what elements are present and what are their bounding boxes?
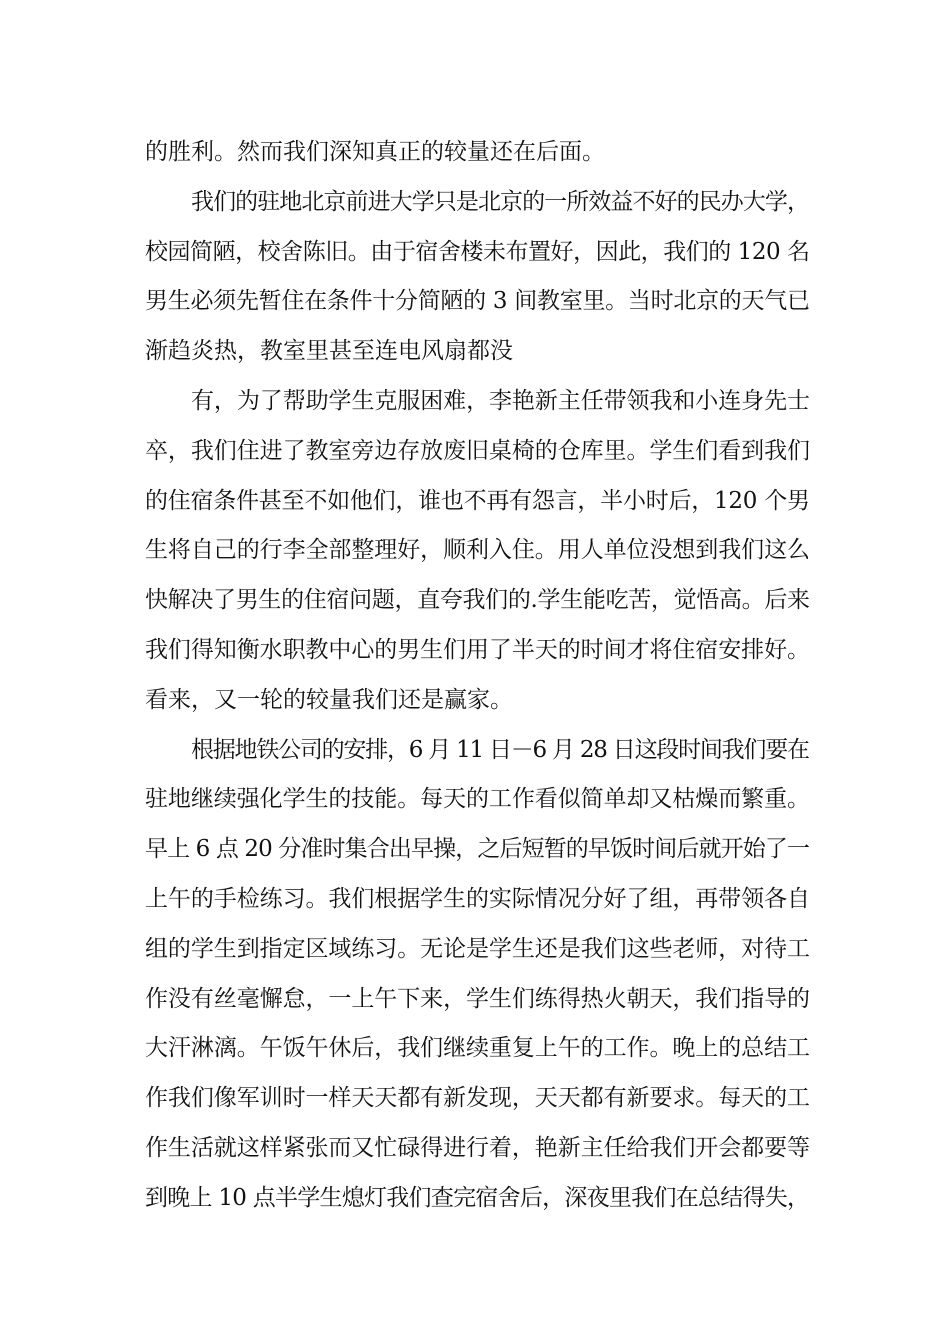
- line-text: 的胜利。然而我们深知真正的较量还在后面。: [145, 139, 605, 165]
- line-text: 快解决了男生的住宿问题，直夸我们的.学生能吃苦，觉悟高。后来: [145, 587, 810, 614]
- line-text: 上午的手检练习。我们根据学生的实际情况分好了组，再带领各自: [145, 885, 810, 912]
- paragraph-line: [145, 178, 810, 228]
- line-text: 作生活就这样紧张而又忙碌得进行着，艳新主任给我们开会都要等: [145, 1134, 810, 1161]
- line-text: 男生必须先暂住在条件十分简陋的 3 间教室里。当时北京的天气已: [145, 288, 810, 315]
- line-text: 到晚上 10 点半学生熄灯我们查完宿舍后，深夜里我们在总结得失，: [145, 1184, 810, 1211]
- paragraph-line: [145, 875, 810, 925]
- line-text: 组的学生到指定区域练习。无论是学生还是我们这些老师，对待工: [145, 935, 810, 962]
- paragraph-line: [145, 128, 810, 178]
- line-text: 生将自己的行李全部整理好，顺利入住。用人单位没想到我们这么: [145, 537, 810, 564]
- paragraph-line: [145, 825, 810, 875]
- paragraph-line: [145, 228, 810, 278]
- paragraph-line: [145, 427, 810, 477]
- line-text: 驻地继续强化学生的技能。每天的工作看似简单却又枯燥而繁重。: [145, 786, 810, 813]
- paragraph-line: [145, 1174, 810, 1224]
- paragraph-line: [145, 726, 810, 776]
- document-body: [145, 128, 810, 1224]
- paragraph-line: [145, 1074, 810, 1124]
- line-text: 渐趋炎热，教室里甚至连电风扇都没: [145, 338, 513, 365]
- line-text: 我们的驻地北京前进大学只是北京的一所效益不好的民办大学，: [191, 188, 810, 215]
- line-text: 作我们像军训时一样天天都有新发现，天天都有新要求。每天的工: [145, 1085, 810, 1112]
- line-text: 看来，又一轮的较量我们还是赢家。: [145, 686, 513, 713]
- line-text: 作没有丝毫懈怠，一上午下来，学生们练得热火朝天，我们指导的: [145, 985, 810, 1012]
- line-text: 大汗淋漓。午饭午休后，我们继续重复上午的工作。晚上的总结工: [145, 1035, 810, 1062]
- paragraph-line: [145, 975, 810, 1025]
- paragraph-line: [145, 477, 810, 527]
- paragraph-line: [145, 925, 810, 975]
- line-text: 我们得知衡水职教中心的男生们用了半天的时间才将住宿安排好。: [145, 636, 810, 663]
- paragraph-line: [145, 676, 810, 726]
- line-text: 早上 6 点 20 分准时集合出早操，之后短暂的早饭时间后就开始了一: [145, 836, 810, 863]
- line-text: 校园简陋，校舍陈旧。由于宿舍楼未布置好，因此，我们的 120 名: [145, 238, 810, 265]
- paragraph-line: [145, 1124, 810, 1174]
- line-text: 的住宿条件甚至不如他们，谁也不再有怨言，半小时后，120 个男: [145, 487, 810, 514]
- paragraph-line: [145, 626, 810, 676]
- line-text: 根据地铁公司的安排，6 月 11 日－6 月 28 日这段时间我们要在: [191, 736, 809, 763]
- paragraph-line: [145, 526, 810, 576]
- line-text: 卒，我们住进了教室旁边存放废旧桌椅的仓库里。学生们看到我们: [145, 437, 810, 464]
- paragraph-line: [145, 377, 810, 427]
- paragraph-line: [145, 327, 810, 377]
- line-text: 有，为了帮助学生克服困难，李艳新主任带领我和小连身先士: [191, 387, 810, 414]
- paragraph-line: [145, 576, 810, 626]
- paragraph-line: [145, 775, 810, 825]
- paragraph-line: [145, 277, 810, 327]
- paragraph-line: [145, 1024, 810, 1074]
